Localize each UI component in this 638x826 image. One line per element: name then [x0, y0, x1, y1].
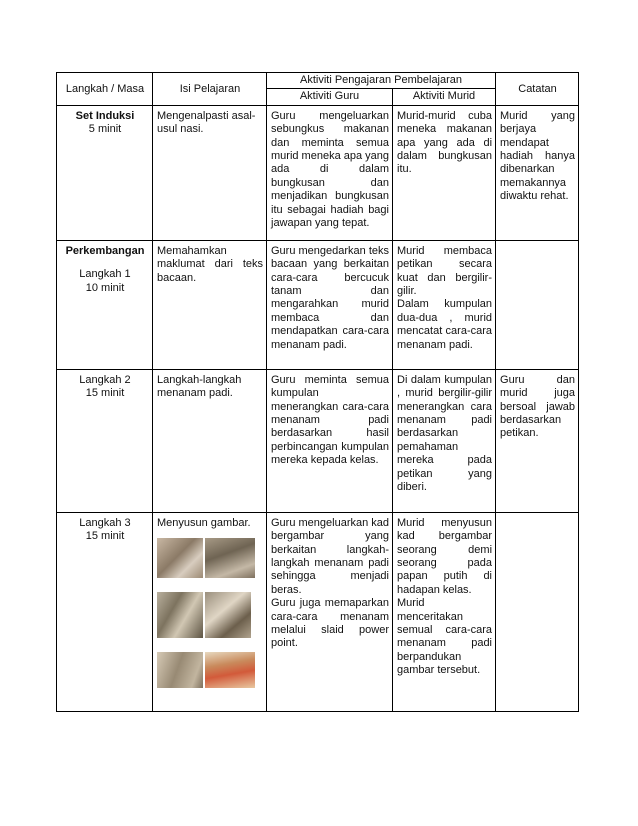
guru-cell [267, 512, 393, 711]
catatan-cell: Murid yang berjaya mendapat hadiah hanya dibenarkan memakannya diwaktu rehat. [496, 105, 579, 240]
rice-planting-photo [157, 538, 203, 578]
guru-cell [267, 369, 393, 512]
picture-cards [157, 538, 257, 688]
step-time: 5 minit [88, 123, 122, 136]
rice-harvest-photo [205, 592, 251, 638]
murid-text: Murid menceritakan semual cara-cara menanam padi berpandukan gambar tersebut. [397, 597, 493, 677]
murid-text: Murid-murid cuba meneka makanan apa yang ada di dalam bungkusan itu. [397, 109, 493, 176]
isi-cell: Mengenalpasti asal-usul nasi. [153, 105, 267, 240]
isi-cell [153, 512, 267, 711]
rice-planting-photo [205, 538, 255, 578]
header-aktiviti-murid: Aktiviti Murid [393, 89, 496, 105]
table-row [57, 369, 579, 512]
murid-cell [393, 240, 496, 369]
step-cell [57, 369, 153, 512]
guru-text: Guru mengeluarkan kad bergambar yang berkaitan langkah-langkah menanam padi sehingga menjadi beras. [271, 516, 390, 596]
murid-cell [393, 512, 496, 711]
header-aktiviti-pp: Aktiviti Pengajaran Pembelajaran [267, 73, 496, 89]
step-time: 15 minit [85, 530, 125, 543]
murid-cell [393, 105, 496, 240]
step-time: 15 minit [85, 387, 125, 400]
guru-text: Guru mengedarkan teks bacaan yang berkaitan cara-cara bercucuk tanam dan mengarahkan murid membaca dan mendapatkan cara-cara menanam padi. [271, 244, 390, 351]
rice-drying-photo [205, 652, 255, 688]
murid-text: Di dalam kumpulan , murid bergilir-gilir menerangkan cara menanam padi berdasarkan pemahaman mereka pada petikan yang diberi. [397, 373, 493, 494]
step-cell [57, 105, 153, 240]
rice-processing-photo [157, 652, 203, 688]
isi-text: Menyusun gambar. [157, 516, 251, 529]
isi-cell: Memahamkan maklumat dari teks bacaan. [153, 240, 267, 369]
murid-text: Murid menyusun kad bergambar seorang demi seorang pada papan putih di hadapan kelas. [397, 516, 493, 596]
murid-text: Dalam kumpulan dua-dua , murid mencatat cara-cara menanam padi. [397, 298, 493, 351]
rice-harvest-photo [157, 592, 203, 638]
step-cell [57, 240, 153, 369]
header-catatan: Catatan [496, 73, 579, 106]
table-row [57, 105, 579, 240]
header-isi-pelajaran: Isi Pelajaran [153, 73, 267, 106]
catatan-cell [496, 240, 579, 369]
guru-text: Guru juga memaparkan cara-cara menanam melalui slaid power point. [271, 597, 389, 650]
phase-label: Perkembangan [65, 244, 145, 257]
guru-cell [267, 240, 393, 369]
step-label: Langkah 3 [79, 516, 131, 529]
murid-cell [393, 369, 496, 512]
guru-text: Guru meminta semua kumpulan menerangkan cara-cara menanam padi berdasarkan hasil perbincangan kumpulan mereka kepada kelas. [271, 373, 389, 467]
step-label: Set Induksi [75, 109, 135, 122]
murid-text: Murid membaca petikan secara kuat dan bergilir-gilir. [397, 244, 493, 298]
table-row [57, 512, 579, 711]
table-row [57, 240, 579, 369]
lesson-plan-table [56, 72, 579, 712]
header-aktiviti-guru: Aktiviti Guru [267, 89, 393, 105]
header-row [57, 73, 579, 89]
step-label: Langkah 2 [79, 373, 131, 386]
guru-text: Guru mengeluarkan sebungkus makanan dan meminta semua murid meneka apa yang ada di dalam bungkusan dan menjadikan bungkusan itu sebagai hadiah bagi jawapan yang tepat. [271, 109, 390, 230]
header-langkah-masa: Langkah / Masa [57, 73, 153, 106]
step-label: Langkah 1 [79, 268, 131, 281]
guru-cell [267, 105, 393, 240]
catatan-cell [496, 512, 579, 711]
step-cell [57, 512, 153, 711]
catatan-cell: Guru dan murid juga bersoal jawab berdasarkan petikan. [496, 369, 579, 512]
step-time: 10 minit [85, 281, 125, 294]
isi-cell: Langkah-langkah menanam padi. [153, 369, 267, 512]
